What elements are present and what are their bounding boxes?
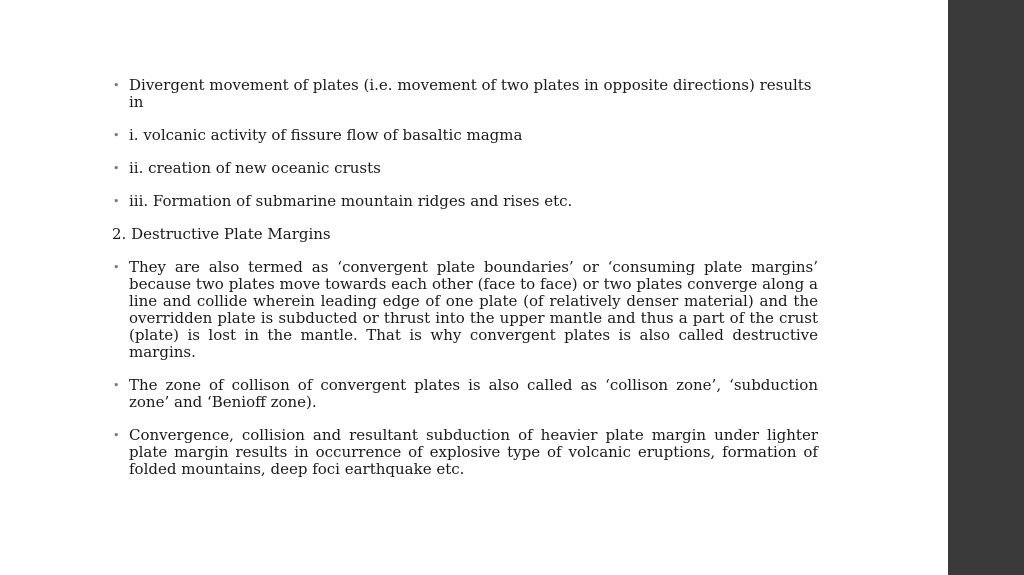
list-item-text: Convergence, collision and resultant subduction of heavier plate margin under lighter plate margin results in occurrence of explosive type of volcanic eruptions, formation of folded mountains, deep foci earthquake etc. (129, 426, 818, 478)
bullet-icon: • (113, 79, 120, 92)
bullet-icon: • (113, 195, 120, 208)
section-heading-text: 2. Destructive Plate Margins (112, 225, 331, 243)
section-heading (112, 226, 818, 243)
list-item (112, 160, 818, 177)
list-item (112, 77, 818, 111)
bullet-icon: • (113, 429, 120, 442)
list-item-text: ii. creation of new oceanic crusts (129, 159, 381, 177)
list-item (112, 127, 818, 144)
bullet-icon: • (113, 129, 120, 142)
list-item-text: i. volcanic activity of ﬁssure ﬂow of basaltic magma (129, 126, 523, 144)
list-item (112, 259, 818, 361)
list-item (112, 377, 818, 411)
list-item-text: Divergent movement of plates (i.e. movement of two plates in opposite directions) results in (129, 76, 812, 111)
bullet-icon: • (113, 162, 120, 175)
slide-body (112, 77, 818, 494)
bullet-icon: • (113, 261, 120, 274)
list-item-text: The zone of collison of convergent plates is also called as ‘collison zone’, ‘subduction zone’ and ‘Benioﬀ zone). (129, 376, 818, 411)
list-item-text: They are also termed as ‘convergent plate boundaries’ or ‘consuming plate margins’ because two plates move towards each other (face to face) or two plates converge along a line and collide wherein leading edge of one plate (of relatively denser material) and the overridden plate is subducted or thrust into the upper mantle and thus a part of the crust (plate) is lost in the mantle. That is why convergent plates is also called destructive margins. (129, 258, 818, 361)
bullet-icon: • (113, 379, 120, 392)
list-item-text: iii. Formation of submarine mountain ridges and rises etc. (129, 192, 573, 210)
list-item (112, 427, 818, 478)
side-bar (948, 0, 1024, 575)
list-item (112, 193, 818, 210)
